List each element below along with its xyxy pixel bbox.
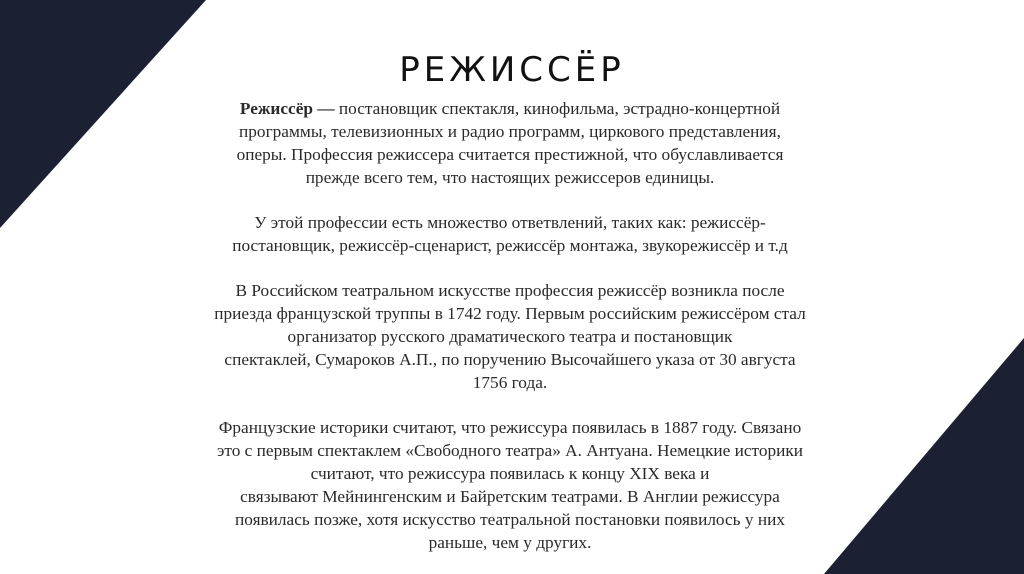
paragraph-russia-history	[160, 279, 860, 394]
paragraph-branches	[160, 211, 860, 257]
text-line: организатор русского драматического театра и постановщик	[287, 327, 733, 346]
text-line: 1756 года.	[472, 373, 548, 392]
text-line: это с первым спектаклем «Свободного театра» А. Антуана. Немецкие историки	[216, 441, 804, 460]
text-line: приезда французской труппы в 1742 году. Первым российским режиссёром стал	[214, 304, 806, 323]
text-line: появилась позже, хотя искусство театральной постановки появилось у них	[235, 510, 785, 529]
text-line: спектаклей, Сумароков А.П., по поручению Высочайшего указа от 30 августа	[224, 350, 796, 369]
text-line: считают, что режиссура появилась к концу XIX века и	[310, 464, 710, 483]
text-line: прежде всего тем, что настоящих режиссеров единицы.	[305, 168, 715, 187]
text-line: оперы. Профессия режиссера считается престижной, что обуславливается	[236, 145, 784, 164]
slide-title: РЕЖИССЁР	[399, 50, 625, 90]
text-line	[160, 97, 860, 120]
text-line-rest: постановщик спектакля, кинофильма, эстрадно-концертной	[334, 99, 781, 118]
term-bold: Режиссёр —	[239, 99, 335, 118]
text-line: связывают Мейнингенским и Байретским театрами. В Англии режиссура	[240, 487, 780, 506]
paragraph-foreign-history	[160, 416, 860, 554]
text-line: программы, телевизионных и радио программ, циркового представления,	[239, 122, 781, 141]
text-line: раньше, чем у других.	[428, 533, 592, 552]
text-line: постановщик, режиссёр-сценарист, режиссёр монтажа, звукорежиссёр и т.д	[232, 236, 788, 255]
text-line: В Российском театральном искусстве профессия режиссёр возникла после	[235, 281, 785, 300]
paragraph-definition	[160, 97, 860, 189]
text-line: Французские историки считают, что режиссура появилась в 1887 году. Связано	[218, 418, 802, 437]
body-text	[160, 97, 860, 574]
text-line: У этой профессии есть множество ответвлений, таких как: режиссёр-	[254, 213, 766, 232]
